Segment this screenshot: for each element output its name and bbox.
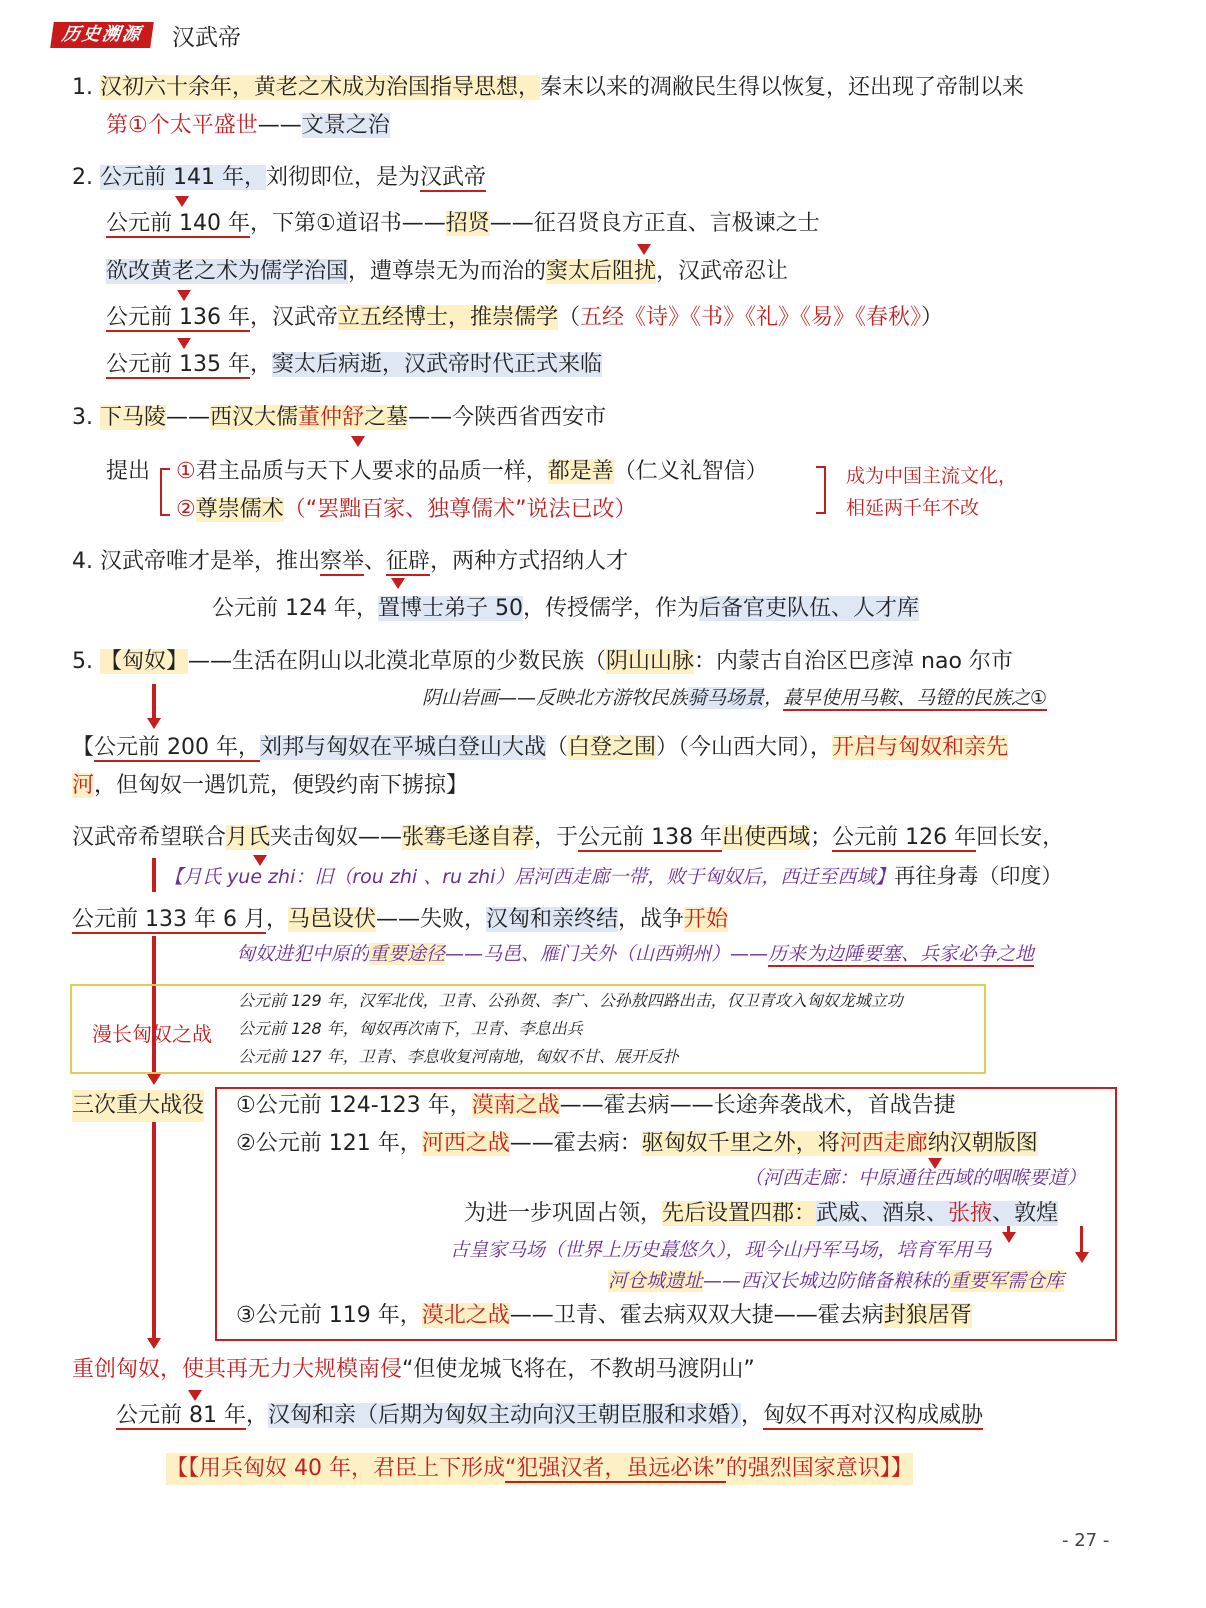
text: 漠北之战 <box>421 1303 510 1328</box>
text: 开启与匈奴和亲先 <box>832 735 1009 760</box>
section-5-line-8 <box>236 940 1034 968</box>
text: 、敦煌 <box>992 1201 1059 1226</box>
arrow-down-icon <box>147 1338 161 1349</box>
text: 夹击匈奴—— <box>270 825 403 850</box>
text: ，两种方式招纳人才 <box>430 549 629 574</box>
long-war-label: 漫长匈奴之战 <box>92 1022 212 1046</box>
section-4-line-1 <box>72 546 628 578</box>
text: 张骞毛遂自荐 <box>402 825 535 850</box>
war-event-1: 公元前 129 年，汉军北伐，卫青、公孙贺、李广、公孙敖四路出击，仅卫青攻入匈奴龙城立功 <box>238 991 903 1010</box>
text: 月氏 <box>226 825 271 850</box>
text: 公元前 140 年 <box>106 211 250 236</box>
text: 漠南之战 <box>471 1093 560 1118</box>
arrow-down-icon <box>177 290 191 301</box>
text: ； <box>810 825 833 850</box>
text: 刘彻即位，是为 <box>265 165 420 190</box>
proposal-label: 提出 <box>106 459 151 484</box>
text: 武威、酒泉、 <box>816 1201 949 1226</box>
arrow-down-icon <box>175 196 189 207</box>
text: 公元前 124 年， <box>212 596 378 621</box>
text: 匈奴不再对汉构成威胁 <box>763 1403 984 1428</box>
right-bracket <box>816 466 826 514</box>
text: 汉武帝 <box>420 165 487 190</box>
section-2-line-3 <box>106 256 788 288</box>
text: ， <box>741 1403 764 1428</box>
text: 西汉大儒 <box>210 405 299 430</box>
text: —— <box>166 405 211 430</box>
section-5-line-10 <box>116 1400 983 1432</box>
text: 下马陵 <box>100 405 167 430</box>
text: 再往身毒（印度） <box>894 864 1063 888</box>
arrow-down-icon <box>177 338 191 349</box>
text: （“罢黜百家、独尊儒术”说法已改） <box>283 497 637 522</box>
section-5-line-4 <box>72 770 468 802</box>
text: 阴山岩画——反映北方游牧民族 <box>422 687 689 709</box>
text: 蕞早使用马鞍、马镫的民族之① <box>783 687 1048 709</box>
text: 河 <box>72 773 95 798</box>
section-number: 2. <box>72 165 93 190</box>
section-2-line-1 <box>72 162 486 194</box>
war-event-3: 公元前 127 年，卫青、李息收复河南地，匈奴不甘、展开反扑 <box>238 1047 679 1066</box>
section-number: 4. <box>72 549 93 574</box>
four-commanderies <box>464 1198 1058 1230</box>
text: “犯强汉者，虽远必诛” <box>504 1456 726 1481</box>
text: 为进一步巩固占领， <box>464 1201 663 1226</box>
arrow-down-icon <box>351 436 365 447</box>
text: 先后设置四郡： <box>662 1201 817 1226</box>
text: 、 <box>364 549 387 574</box>
text: ——今陕西省西安市 <box>408 405 607 430</box>
text: 尊崇儒术 <box>195 497 284 522</box>
text: 征辟 <box>386 549 431 574</box>
text: ——征召贤良方正直、言极谏之士 <box>489 211 820 236</box>
section-2-line-2 <box>106 208 820 240</box>
text: 阴山山脉 <box>606 649 695 674</box>
text: ， <box>249 352 272 377</box>
section-5-line-1 <box>72 646 1013 678</box>
flow-line <box>152 684 156 722</box>
section-1-line-1 <box>72 72 1024 104</box>
text: 【匈奴】 <box>100 649 189 674</box>
horse-farm-note: 古皇家马场（世界上历史蕞悠久），现今山丹军马场，培育军用马 <box>450 1239 992 1261</box>
section-number: 1. <box>72 75 93 100</box>
text: 重要军需仓库 <box>950 1270 1065 1292</box>
text: 公元前 81 年 <box>116 1403 246 1428</box>
arrow-down-icon <box>147 1074 161 1085</box>
text: 窦太后病逝，汉武帝时代正式来临 <box>272 352 603 377</box>
text: ——霍去病： <box>509 1131 642 1156</box>
text: ，汉武帝 <box>249 305 338 330</box>
text: 汉匈和亲（后期为匈奴主动向汉王朝臣服和求婚） <box>268 1403 742 1428</box>
text: ——失败， <box>376 907 487 932</box>
text: ：内蒙古自治区巴彦淖 nao 尔市 <box>694 649 1013 674</box>
text: ）（今山西大同）， <box>656 735 833 760</box>
section-4-line-2 <box>212 593 919 625</box>
page-title: 汉武帝 <box>172 25 241 51</box>
arrow-down-icon <box>147 718 161 729</box>
text: 回长安， <box>976 825 1065 850</box>
text: 河仓城遗址 <box>608 1270 704 1292</box>
text: 河西走廊 <box>839 1131 928 1156</box>
text: 五经《诗》《书》《礼》《易》《春秋》 <box>580 305 922 330</box>
battle-1 <box>236 1090 956 1122</box>
text: 公元前 141 年， <box>100 165 266 190</box>
section-number: 5. <box>72 649 93 674</box>
text: 出使西域 <box>722 825 811 850</box>
text: （仁义礼智信） <box>613 459 768 484</box>
text: 公元前 138 年 <box>578 825 723 850</box>
text: 秦末以来的凋敝民生得以恢复，还出现了帝制以来 <box>540 75 1025 100</box>
text: 封狼居胥 <box>883 1303 972 1328</box>
text: 骑马场景 <box>688 687 765 709</box>
text: 汉武帝希望联合 <box>72 825 227 850</box>
text: （ <box>558 305 581 330</box>
text: 马邑设伏 <box>287 907 376 932</box>
text: ——马邑、雁门关外（山西朔州）—— <box>445 943 769 965</box>
text: ——生活在阴山以北漠北草原的少数民族（ <box>188 649 607 674</box>
section-5-line-7 <box>72 904 728 936</box>
text: ， <box>764 687 784 709</box>
text: ，汉武帝忍让 <box>656 259 789 284</box>
arrow-down-icon <box>1075 1252 1089 1263</box>
section-3-line-1 <box>72 402 606 434</box>
proposal-2 <box>176 494 637 526</box>
side-note-2: 相延两千年不改 <box>846 497 980 519</box>
text: ，传授儒学，作为 <box>522 596 699 621</box>
text: 张掖 <box>948 1201 993 1226</box>
battle-3 <box>236 1300 972 1332</box>
text: 重要途径 <box>369 943 446 965</box>
text: 立五经博士，推崇儒学 <box>338 305 559 330</box>
text: ，下第①道诏书—— <box>249 211 446 236</box>
arrow-stem <box>1080 1226 1083 1254</box>
text: 窦太后阻扰 <box>546 259 657 284</box>
text: ② <box>176 497 196 522</box>
text: ——卫青、霍去病双双大捷——霍去病 <box>509 1303 884 1328</box>
text: 置博士弟子 50 <box>377 596 523 621</box>
section-1-line-2 <box>106 110 390 142</box>
text: 察举 <box>320 549 365 574</box>
text: 第①个太平盛世 <box>106 113 258 138</box>
text: 董仲舒 <box>298 405 365 430</box>
text: ， <box>265 907 288 932</box>
text: 纳汉朝版图 <box>927 1131 1038 1156</box>
text: 公元前 126 年 <box>832 825 977 850</box>
text: 之墓 <box>364 405 409 430</box>
text: 河西之战 <box>421 1131 510 1156</box>
text: ②公元前 121 年， <box>236 1131 422 1156</box>
arrow-down-icon <box>391 578 405 589</box>
text: 文景之治 <box>301 113 390 138</box>
text: 开始 <box>684 907 729 932</box>
text: 刘邦与匈奴在平城白登山大战 <box>260 735 547 760</box>
text: 黄老之术成为治国指导思想， <box>254 75 541 100</box>
text: ） <box>921 305 944 330</box>
section-5-line-5 <box>72 822 1064 854</box>
text: 招贤 <box>445 211 490 236</box>
granary-note <box>608 1267 1064 1295</box>
text: 匈奴进犯中原的 <box>236 943 370 965</box>
text: ① <box>176 459 196 484</box>
text: ——西汉长城边防储备粮秣的 <box>703 1270 951 1292</box>
text: 白登之围 <box>568 735 657 760</box>
text: 【【用兵匈奴 40 年，君臣上下形成 <box>166 1456 505 1481</box>
text: 欲改黄老之术为儒学治国 <box>106 259 349 284</box>
section-5-line-2 <box>422 684 1047 712</box>
text: ，战争 <box>618 907 685 932</box>
text: 君主品质与天下人要求的品质一样， <box>195 459 548 484</box>
flow-line <box>152 1108 156 1338</box>
war-event-2: 公元前 128 年，匈奴再次南下，卫青、李息出兵 <box>238 1019 583 1038</box>
text: ①公元前 124-123 年， <box>236 1093 472 1118</box>
text: 公元前 136 年 <box>106 305 250 330</box>
text: 公元前 133 年 6 月 <box>72 907 266 932</box>
text: “但使龙城飞将在，不教胡马渡阴山” <box>402 1357 755 1382</box>
hexi-note: （河西走廊：中原通往西域的咽喉要道） <box>744 1167 1087 1189</box>
section-5-summary <box>166 1453 913 1485</box>
left-bracket <box>160 468 170 516</box>
text: 汉初六十余年， <box>100 75 255 100</box>
text: —— <box>257 113 302 138</box>
section-2-line-5 <box>106 349 602 381</box>
text: （ <box>546 735 569 760</box>
text: 后备官吏队伍、人才库 <box>699 596 920 621</box>
text: ，于 <box>534 825 579 850</box>
side-note-1: 成为中国主流文化， <box>846 465 1018 487</box>
text: ， <box>245 1403 268 1428</box>
flow-line <box>152 858 156 892</box>
arrow-down-icon <box>1002 1232 1016 1243</box>
text: 的强烈国家意识】】 <box>725 1456 913 1481</box>
text: ——霍去病——长途奔袭战术，首战告捷 <box>559 1093 956 1118</box>
section-5-line-6 <box>164 862 1062 891</box>
text: 汉匈和亲终结 <box>486 907 619 932</box>
arrow-down-icon <box>637 244 651 255</box>
section-5-line-3 <box>72 732 1008 764</box>
text: 汉武帝唯才是举，推出 <box>100 549 321 574</box>
text: 【月氏 yue zhi：旧（rou zhi 、ru zhi）居河西走廊一带，败于匈奴后，西迁至西域】 <box>164 866 895 888</box>
battle-2 <box>236 1128 1038 1160</box>
text: 历来为边陲要塞、兵家必争之地 <box>768 943 1035 965</box>
section-5-line-9 <box>72 1354 755 1386</box>
text: ③公元前 119 年， <box>236 1303 422 1328</box>
text: 驱匈奴千里之外，将 <box>641 1131 840 1156</box>
text: 公元前 200 年， <box>94 735 260 760</box>
text: ，遭尊崇无为而治的 <box>348 259 547 284</box>
text: 重创匈奴，使其再无力大规模南侵 <box>72 1357 403 1382</box>
proposal-1 <box>176 456 768 488</box>
text: 公元前 135 年 <box>106 352 250 377</box>
text: ，但匈奴一遇饥荒，便毁约南下掳掠】 <box>94 773 469 798</box>
text: 都是善 <box>547 459 614 484</box>
page-number: - 27 - <box>1062 1530 1110 1551</box>
text: 【 <box>72 735 95 760</box>
section-number: 3. <box>72 405 93 430</box>
battles-label: 三次重大战役 <box>72 1090 204 1122</box>
logo: 历史溯源 <box>50 22 154 48</box>
section-2-line-4 <box>106 302 943 334</box>
